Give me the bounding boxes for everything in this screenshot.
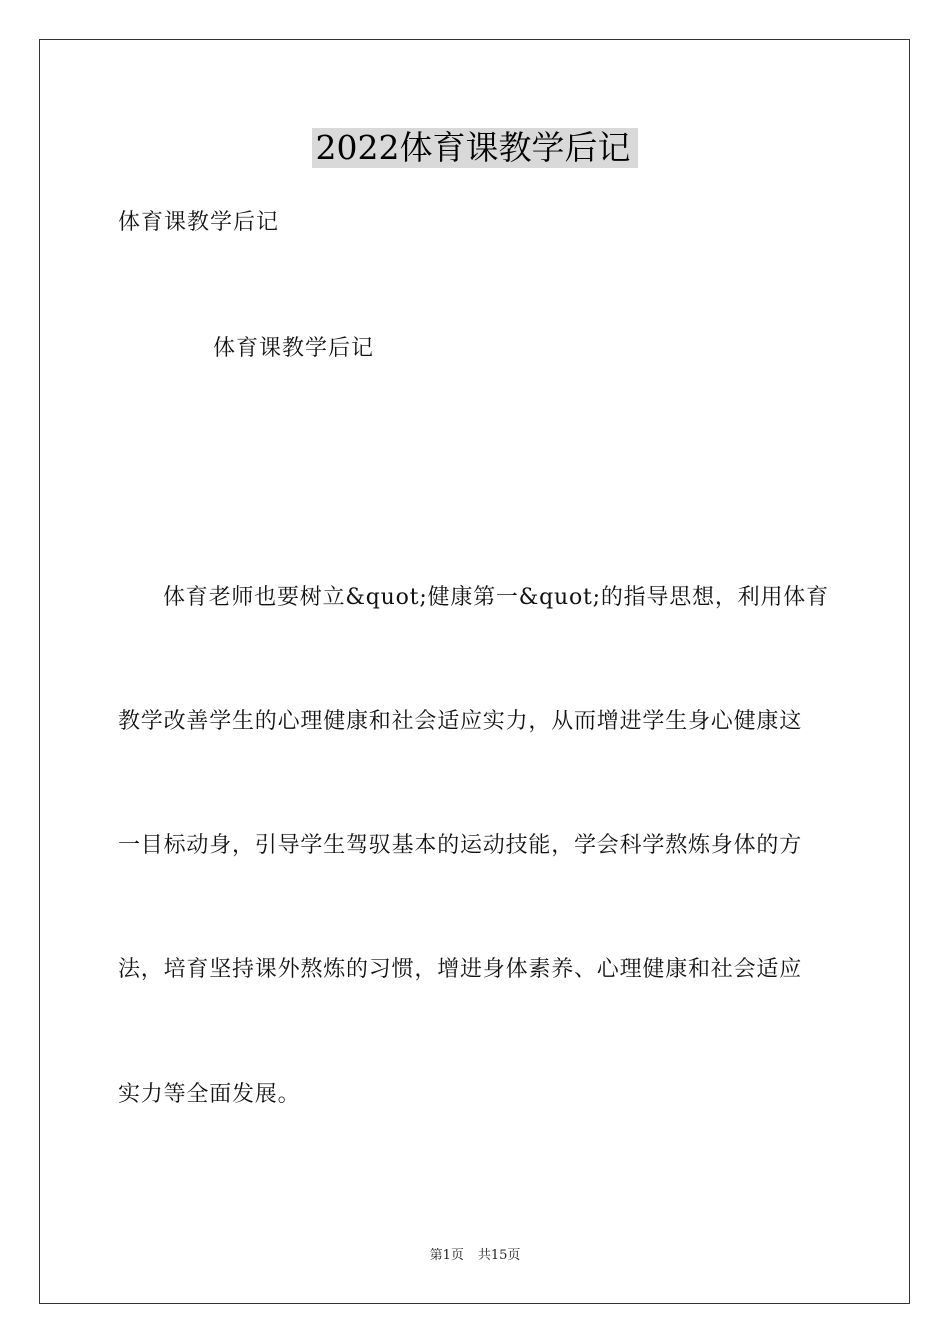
section-heading: 体育课教学后记 xyxy=(213,336,375,361)
page-number: 第1页 xyxy=(429,1248,464,1263)
document-title: 2022体育课教学后记 xyxy=(312,128,639,168)
body-paragraph-line: 一目标动身，引导学生驾驭基本的运动技能，学会科学熬炼身体的方 xyxy=(118,833,803,858)
page-total: 共15页 xyxy=(477,1248,521,1263)
body-paragraph-line: 体育老师也要树立&quot;健康第一&quot;的指导思想，利用体育 xyxy=(163,585,829,610)
body-paragraph-line: 教学改善学生的心理健康和社会适应实力，从而增进学生身心健康这 xyxy=(118,709,803,734)
page-footer xyxy=(0,1247,950,1265)
body-paragraph-line: 实力等全面发展。 xyxy=(118,1082,301,1107)
document-subtitle: 体育课教学后记 xyxy=(118,210,280,235)
body-paragraph-line: 法，培育坚持课外熬炼的习惯，增进身体素养、心理健康和社会适应 xyxy=(118,957,803,982)
title-container xyxy=(0,128,950,168)
